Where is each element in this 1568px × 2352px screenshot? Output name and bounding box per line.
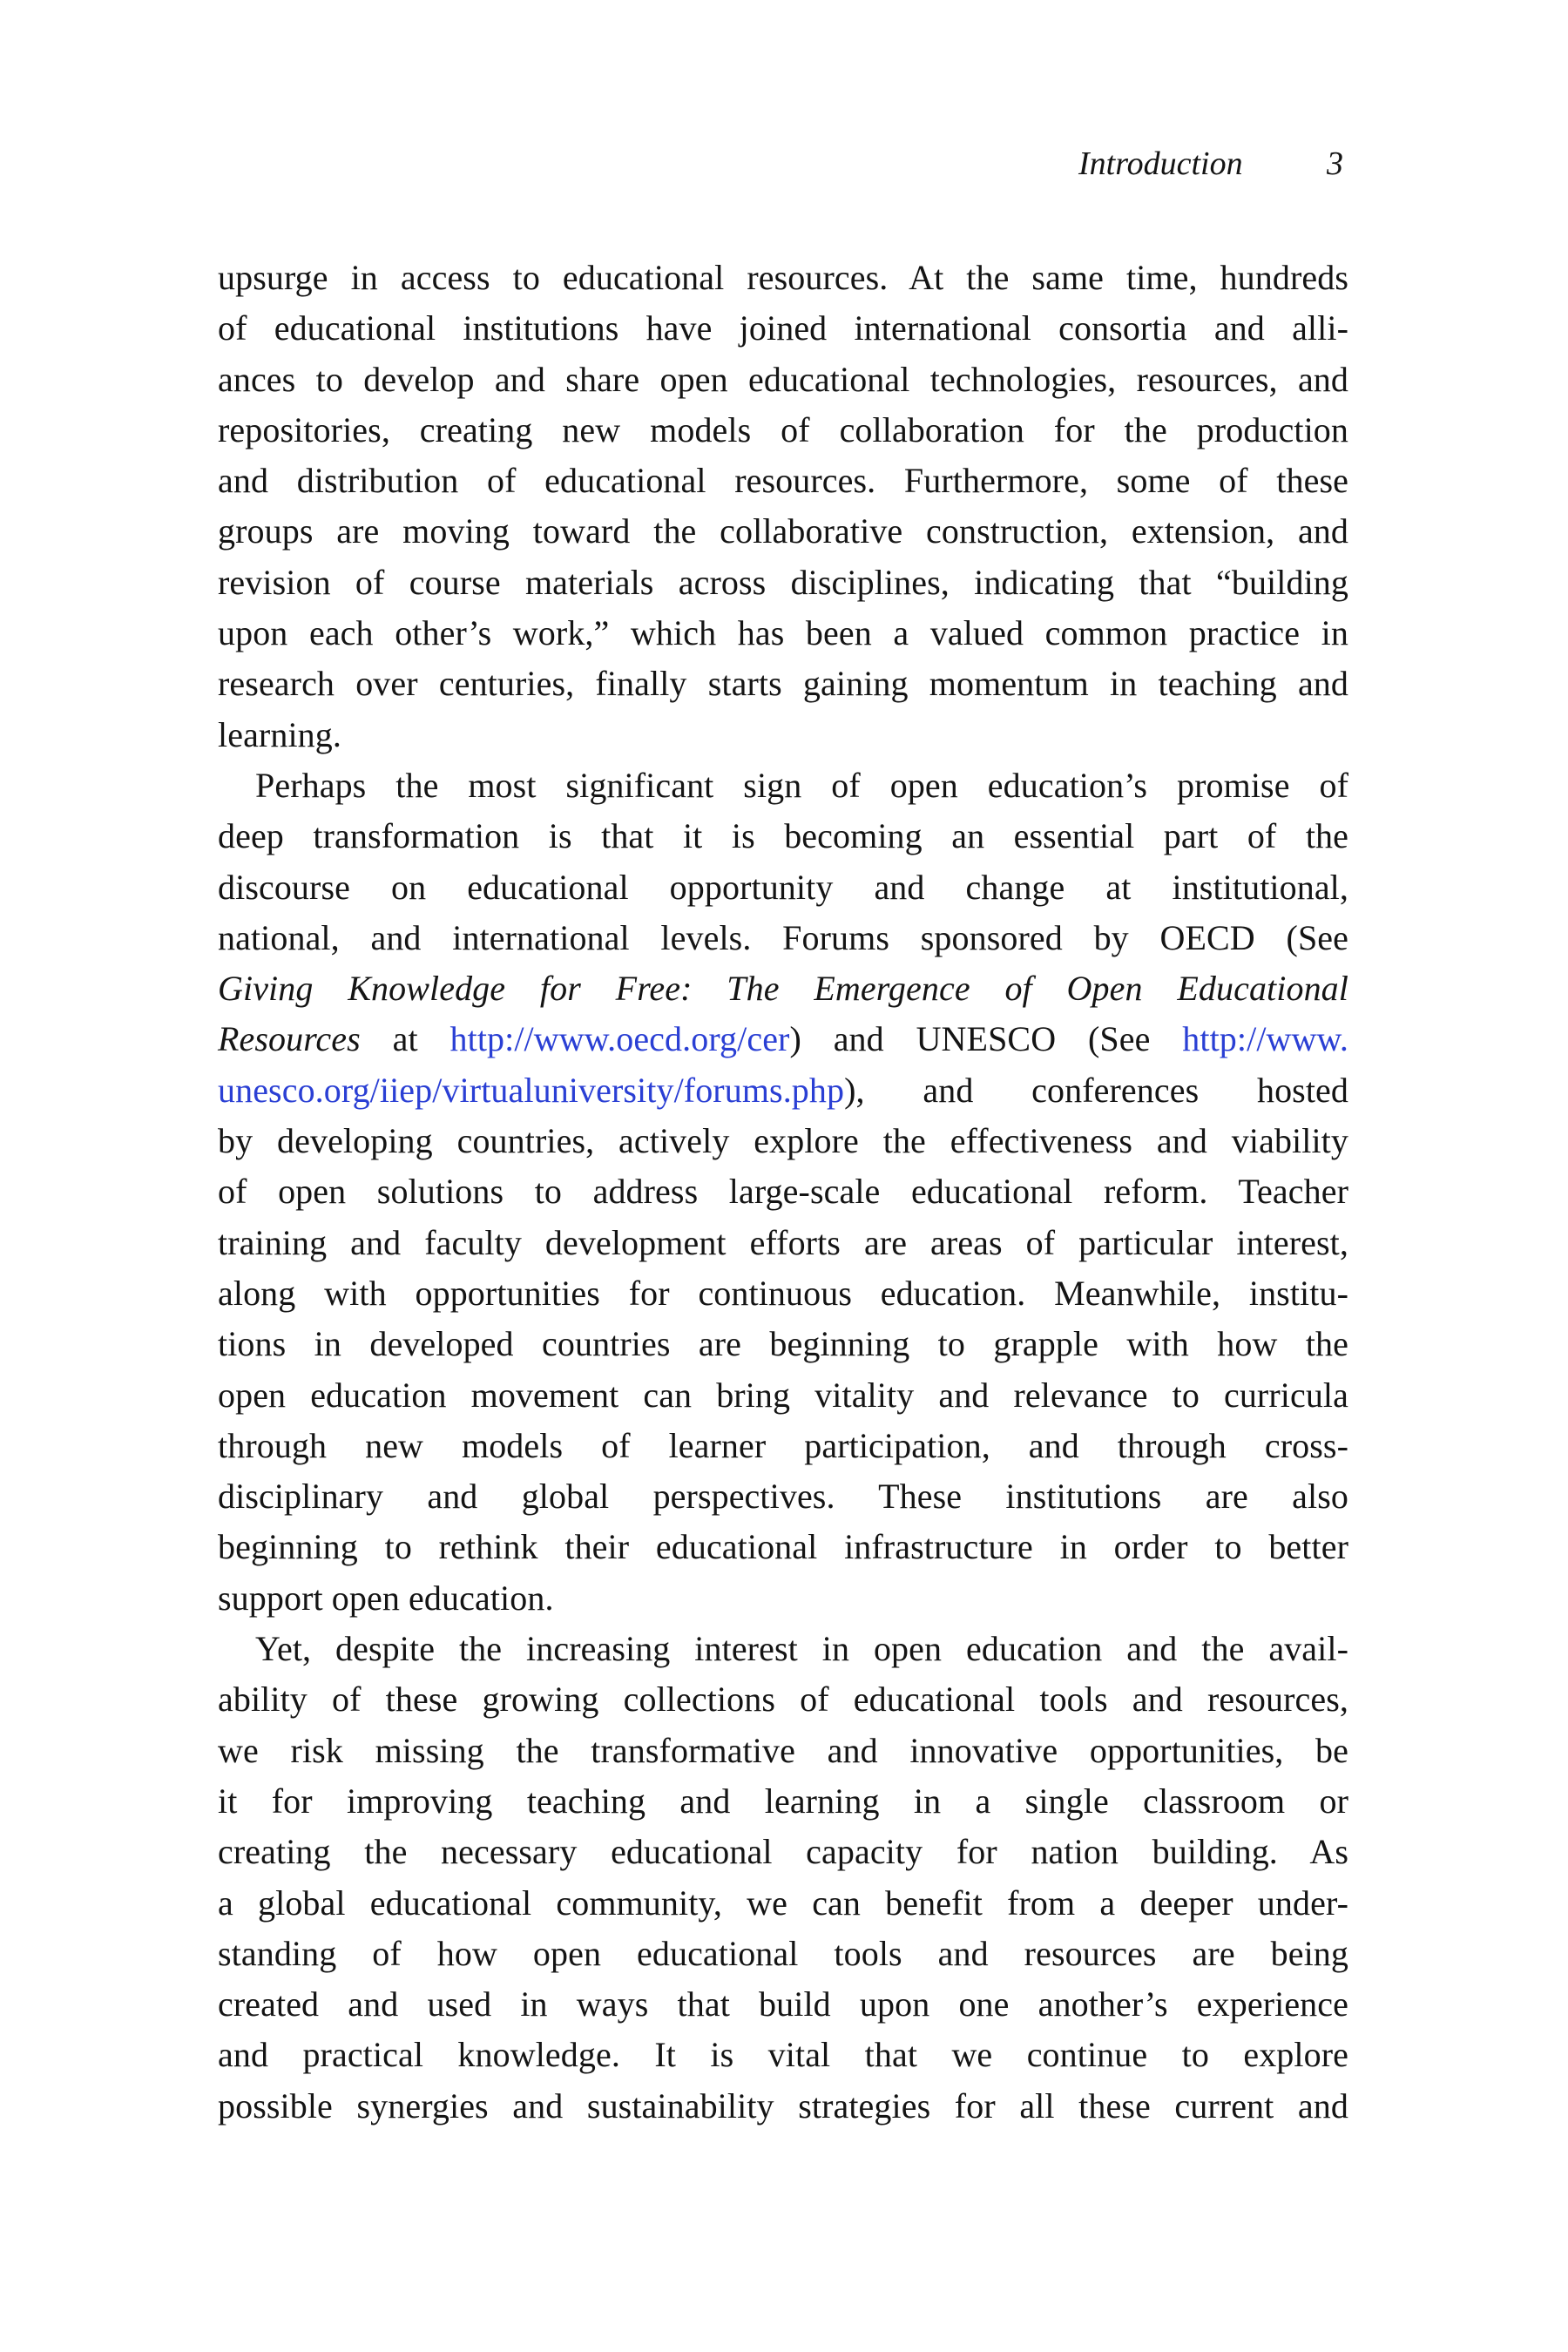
text-line: groups are moving toward the collaborative construction, extension, and bbox=[218, 511, 1348, 551]
page-number: 3 bbox=[1327, 145, 1343, 182]
text-line: creating the necessary educational capacity for nation building. As bbox=[218, 1832, 1348, 1872]
text-line: upon each other’s work,” which has been a valued common practice in bbox=[218, 613, 1348, 653]
text-line: by developing countries, actively explore the effectiveness and viability bbox=[218, 1121, 1348, 1161]
text-line-with-links bbox=[218, 1014, 1348, 1064]
text-line: standing of how open educational tools and resources are being bbox=[218, 1933, 1348, 1973]
text-line: through new models of learner participation, and through cross- bbox=[218, 1425, 1348, 1465]
text-line: tions in developed countries are beginning to grapple with how the bbox=[218, 1324, 1348, 1364]
book-title-end: Resources bbox=[218, 1019, 361, 1059]
text-line: possible synergies and sustainability strategies for all these current and bbox=[218, 2085, 1348, 2126]
unesco-link-part-2[interactable]: unesco.org/iiep/virtualuniversity/forums.php bbox=[218, 1070, 845, 1110]
text-line: and distribution of educational resources. Furthermore, some of these bbox=[218, 461, 1348, 501]
text-line: support open education. bbox=[218, 1578, 554, 1618]
running-head bbox=[1078, 139, 1348, 188]
book-title-line: Giving Knowledge for Free: The Emergence of Open Educational bbox=[218, 969, 1348, 1009]
text-line: of open solutions to address large-scale educational reform. Teacher bbox=[218, 1172, 1348, 1212]
text-line: it for improving teaching and learning in a single classroom or bbox=[218, 1781, 1348, 1821]
text-fragment: ) and UNESCO (See bbox=[789, 1019, 1183, 1059]
text-line: of educational institutions have joined international consortia and alli- bbox=[218, 308, 1348, 348]
text-line: a global educational community, we can benefit from a deeper under- bbox=[218, 1882, 1348, 1923]
paragraph-3 bbox=[218, 1624, 1348, 2132]
text-line: ability of these growing collections of educational tools and resources, bbox=[218, 1680, 1348, 1720]
text-line-with-links bbox=[218, 1065, 1348, 1116]
paragraph-2 bbox=[218, 760, 1348, 1624]
text-line: beginning to rethink their educational infrastructure in order to better bbox=[218, 1527, 1348, 1567]
text-fragment: ), and conferences hosted bbox=[844, 1070, 1348, 1110]
text-line: and practical knowledge. It is vital that we continue to explore bbox=[218, 2035, 1348, 2075]
text-line: deep transformation is that it is becoming an essential part of the bbox=[218, 816, 1348, 856]
text-line: repositories, creating new models of collaboration for the production bbox=[218, 409, 1348, 449]
running-head-title: Introduction bbox=[1078, 145, 1243, 182]
body-text bbox=[218, 253, 1348, 2132]
oecd-link[interactable]: http://www.oecd.org/cer bbox=[449, 1019, 790, 1059]
text-line: open education movement can bring vitality and relevance to curricula bbox=[218, 1375, 1348, 1415]
paragraph-1 bbox=[218, 253, 1348, 760]
text-line: research over centuries, finally starts gaining momentum in teaching and bbox=[218, 664, 1348, 704]
text-line: disciplinary and global perspectives. These institutions are also bbox=[218, 1477, 1348, 1517]
text-line: national, and international levels. Forums sponsored by OECD (See bbox=[218, 917, 1348, 957]
text-line: Yet, despite the increasing interest in open education and the avail- bbox=[255, 1629, 1348, 1669]
text-fragment: at bbox=[360, 1019, 450, 1059]
text-line: discourse on educational opportunity and change at institutional, bbox=[218, 867, 1348, 907]
text-line: we risk missing the transformative and innovative opportunities, be bbox=[218, 1730, 1348, 1770]
text-line: upsurge in access to educational resources. At the same time, hundreds bbox=[218, 258, 1348, 297]
text-line: along with opportunities for continuous education. Meanwhile, institu- bbox=[218, 1273, 1348, 1313]
text-line: created and used in ways that build upon one another’s experience bbox=[218, 1984, 1348, 2024]
text-line: ances to develop and share open educational technologies, resources, and bbox=[218, 359, 1348, 399]
text-line: learning. bbox=[218, 714, 341, 754]
text-line: training and faculty development efforts are areas of particular interest, bbox=[218, 1222, 1348, 1262]
text-line: Perhaps the most significant sign of open education’s promise of bbox=[255, 765, 1348, 805]
text-line: revision of course materials across disciplines, indicating that “building bbox=[218, 562, 1348, 602]
unesco-link-part-1[interactable]: http://www. bbox=[1182, 1019, 1348, 1059]
